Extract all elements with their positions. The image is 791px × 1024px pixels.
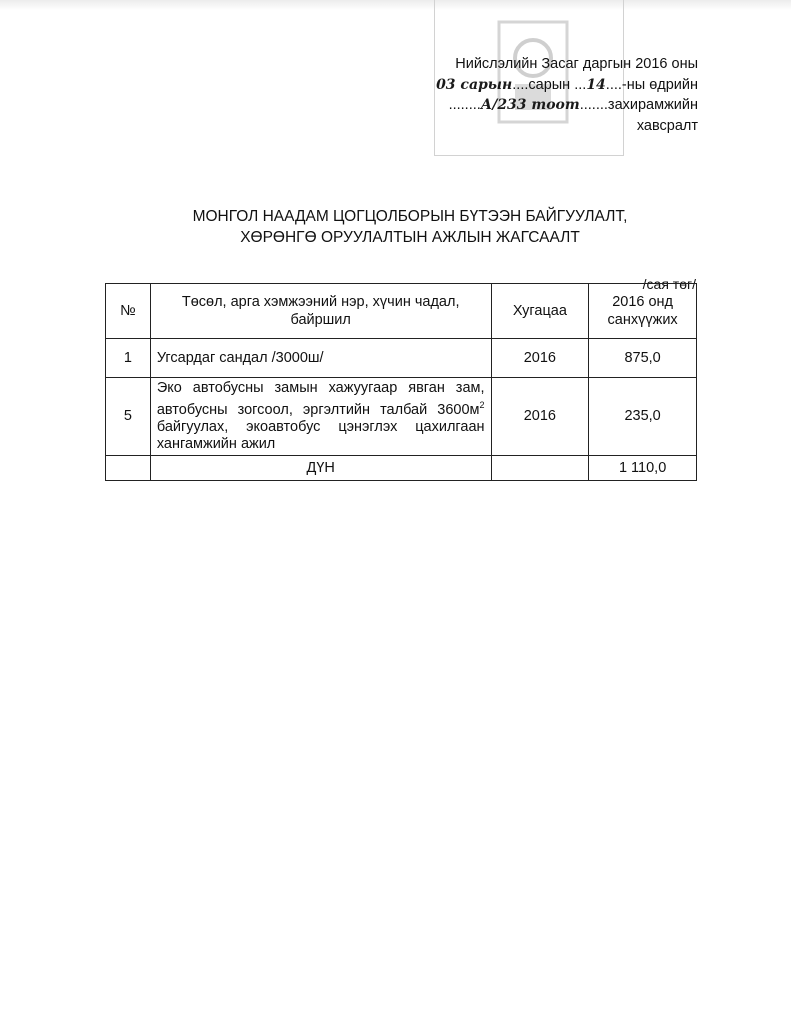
handwritten-order-number: А/233 тоот <box>480 97 580 113</box>
cell-name-part-b: байгуулах, экоавтобус цэнэглэх цахилгаан хангамжийн ажил <box>156 418 485 452</box>
annex-note-line4: хавсралт <box>636 117 698 134</box>
cell-name-part-a: Эко автобусны замын хажуугаар явган зам, автобусны зогсоол, эргэлтийн талбай 3600м <box>156 380 485 418</box>
investment-table <box>105 283 697 481</box>
total-amount: 1 110,0 <box>589 455 697 480</box>
header-no: № <box>106 284 151 339</box>
cell-name-superscript: 2 <box>479 400 485 410</box>
dotted-fill: ....... <box>579 97 608 113</box>
cell-no: 1 <box>106 339 151 378</box>
annex-note-order: захирамжийн <box>607 97 698 113</box>
handwritten-day: 14 <box>586 76 606 93</box>
cell-year: 2016 <box>491 378 589 456</box>
currency-unit: /сая төг/ <box>642 276 696 292</box>
header-name: Төсөл, арга хэмжээний нэр, хүчин чадал, байршил <box>150 284 491 339</box>
total-label: ДҮН <box>150 455 491 480</box>
scan-edge-shadow <box>0 0 791 10</box>
annex-note <box>398 54 698 136</box>
header-amount: 2016 онд санхүүжих <box>589 284 697 339</box>
title-line2: ХӨРӨНГӨ ОРУУЛАЛТЫН АЖЛЫН ЖАГСААЛТ <box>240 229 580 246</box>
annex-note-line1: Нийслэлийн Засаг даргын 2016 оны <box>455 56 698 72</box>
annex-note-line2 <box>398 75 698 96</box>
table-header-row <box>106 284 697 339</box>
cell-no: 5 <box>106 378 151 456</box>
header-year: Хугацаа <box>491 284 589 339</box>
cell-name: Угсардаг сандал /3000ш/ <box>150 339 491 378</box>
cell-no-empty <box>106 455 151 480</box>
cell-amount: 235,0 <box>589 378 697 456</box>
cell-name <box>150 378 491 456</box>
dotted-fill: ........ <box>448 97 481 113</box>
document-title <box>110 206 710 248</box>
table-row <box>106 378 697 456</box>
table-row <box>106 339 697 378</box>
annex-note-line3 <box>398 95 698 116</box>
cell-year: 2016 <box>491 339 589 378</box>
table-total-row <box>106 455 697 480</box>
cell-amount: 875,0 <box>589 339 697 378</box>
cell-year-empty <box>491 455 589 480</box>
annex-note-day-suffix: ....-ны өдрийн <box>605 76 698 93</box>
title-line1: МОНГОЛ НААДАМ ЦОГЦОЛБОРЫН БҮТЭЭН БАЙГУУЛАЛТ, <box>192 208 628 225</box>
handwritten-month: 03 сарын <box>436 76 513 93</box>
annex-note-mid: ....сарын ... <box>512 76 587 93</box>
